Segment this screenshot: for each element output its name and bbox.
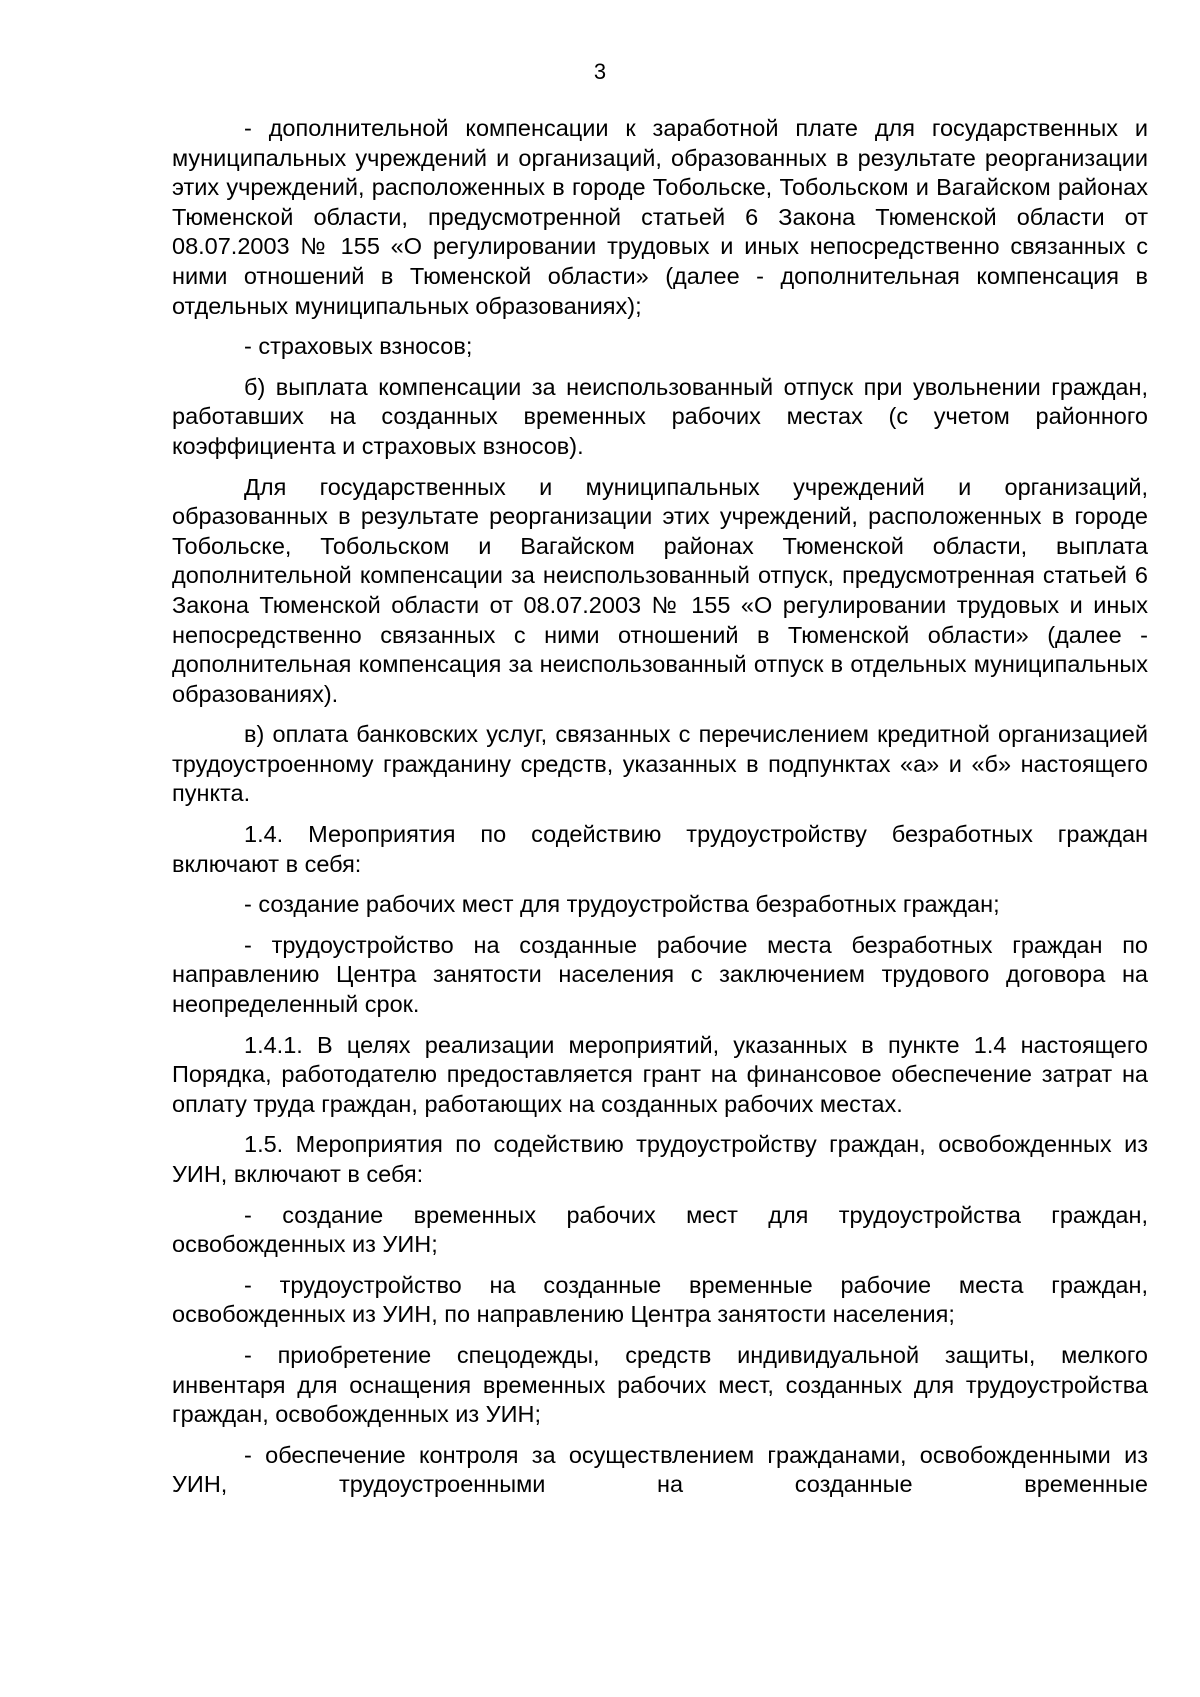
paragraph-section-1-4-1: 1.4.1. В целях реализации мероприятий, указанных в пункте 1.4 настоящего Порядка, работодателю предоставляется грант на финансовое обеспечение затрат на оплату труда граждан, работающих на созданных рабочих местах.: [172, 1031, 1148, 1117]
document-body: [172, 114, 1148, 1500]
paragraph-control: - обеспечение контроля за осуществлением гражданами, освобожденными из УИН, трудоустроенными на созданные временные: [172, 1441, 1148, 1498]
paragraph-additional-compensation: - дополнительной компенсации к заработной плате для государственных и муниципальных учреждений и организаций, образованных в результате реорганизации этих учреждений, расположенных в городе Тобольске, Тобольском и Вагайском районах Тюменской области, предусмотренной статьей 6 Закона Тюменской области от 08.07.2003 № 155 «О регулировании трудовых и иных непосредственно связанных с ними отношений в Тюменской области» (далее - дополнительная компенсация в отдельных муниципальных образованиях);: [172, 115, 1148, 319]
paragraph-section-1-5: 1.5. Мероприятия по содействию трудоустройству граждан, освобожденных из УИН, включают в себя:: [172, 1131, 1148, 1187]
paragraph-employment-unemployed: - трудоустройство на созданные рабочие места безработных граждан по направлению Центра занятости населения с заключением трудового договора на неопределенный срок.: [172, 931, 1148, 1018]
page-number: 3: [593, 59, 607, 84]
paragraph-employment-released: - трудоустройство на созданные временные рабочие места граждан, освобожденных из УИН, по направлению Центра занятости населения;: [172, 1271, 1148, 1328]
paragraph-temporary-jobs: - создание временных рабочих мест для трудоустройства граждан, освобожденных из УИН;: [172, 1201, 1148, 1258]
paragraph-item-v: в) оплата банковских услуг, связанных с перечислением кредитной организацией трудоустроенному гражданину средств, указанных в подпунктах «а» и «б» настоящего пункта.: [172, 721, 1148, 807]
paragraph-state-institutions: Для государственных и муниципальных учреждений и организаций, образованных в результате реорганизации этих учреждений, расположенных в городе Тобольске, Тобольском и Вагайском районах Тюменской области, выплата дополнительной компенсации за неиспользованный отпуск, предусмотренная статьей 6 Закона Тюменской области от 08.07.2003 № 155 «О регулировании трудовых и иных непосредственно связанных с ними отношений в Тюменской области» (далее - дополнительная компенсация за неиспользованный отпуск в отдельных муниципальных образованиях).: [172, 473, 1148, 707]
paragraph-section-1-4: 1.4. Мероприятия по содействию трудоустройству безработных граждан включают в себя:: [172, 821, 1148, 877]
paragraph-insurance-contributions: - страховых взносов;: [244, 333, 473, 360]
paragraph-create-jobs: - создание рабочих мест для трудоустройства безработных граждан;: [244, 891, 1000, 918]
paragraph-item-b: б) выплата компенсации за неиспользованный отпуск при увольнении граждан, работавших на созданных временных рабочих местах (с учетом районного коэффициента и страховых взносов).: [172, 373, 1148, 459]
paragraph-workwear-purchase: - приобретение спецодежды, средств индивидуальной защиты, мелкого инвентаря для оснащения временных рабочих мест, созданных для трудоустройства граждан, освобожденных из УИН;: [172, 1341, 1148, 1428]
